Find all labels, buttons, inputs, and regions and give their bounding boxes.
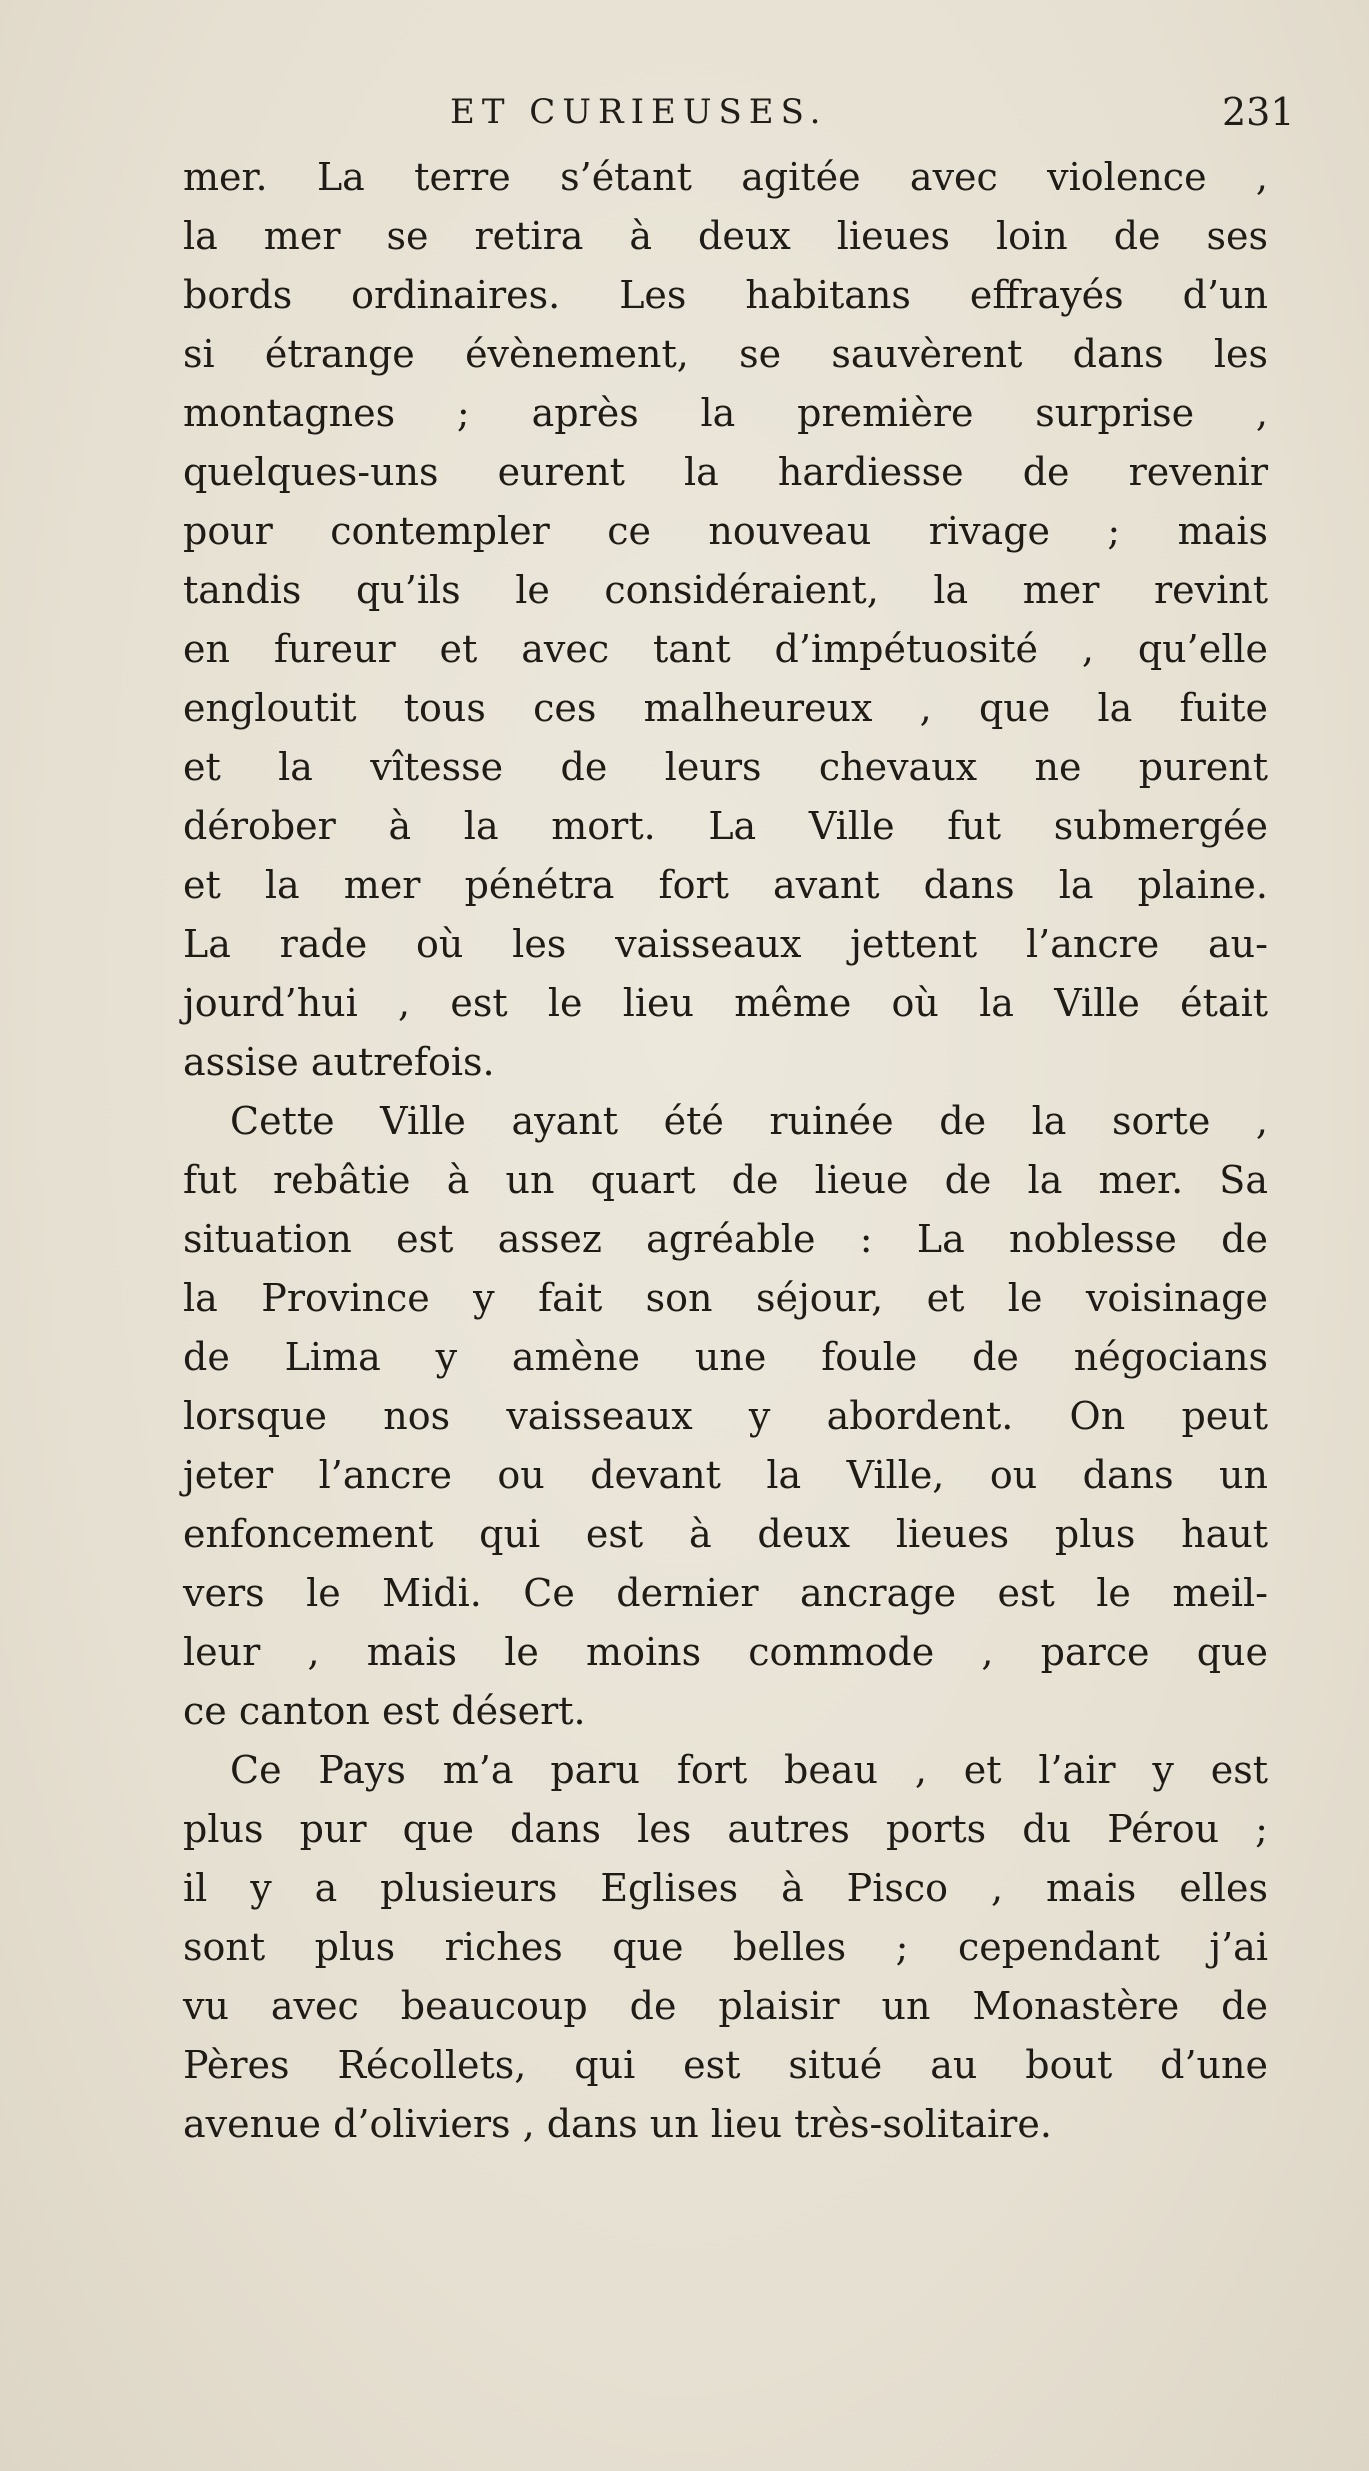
text-line: il y a plusieurs Eglises à Pisco , mais elles: [183, 1866, 1268, 1910]
text-line: assise autrefois.: [183, 1040, 495, 1084]
text-line: situation est assez agréable : La noblesse de: [183, 1217, 1268, 1261]
text-line: jeter l’ancre ou devant la Ville, ou dans un: [183, 1453, 1268, 1497]
text-line: et la vîtesse de leurs chevaux ne purent: [183, 745, 1268, 789]
text-line: de Lima y amène une foule de négocians: [183, 1335, 1268, 1379]
text-line: Pères Récollets, qui est situé au bout d’une: [183, 2043, 1268, 2087]
text-line: lorsque nos vaisseaux y abordent. On peut: [183, 1394, 1268, 1438]
text-line: vu avec beaucoup de plaisir un Monastère de: [183, 1984, 1268, 2028]
text-line: montagnes ; après la première surprise ,: [183, 391, 1268, 435]
text-line: engloutit tous ces malheureux , que la fuite: [183, 686, 1268, 730]
text-line: si étrange évènement, se sauvèrent dans les: [183, 332, 1268, 376]
text-line: bords ordinaires. Les habitans effrayés d’un: [183, 273, 1268, 317]
text-line: fut rebâtie à un quart de lieue de la mer. Sa: [183, 1158, 1268, 1202]
running-head: ET CURIEUSES.: [450, 92, 828, 132]
text-line: en fureur et avec tant d’impétuosité , qu’elle: [183, 627, 1268, 671]
text-line: dérober à la mort. La Ville fut submergée: [183, 804, 1268, 848]
page-number: 231: [1222, 90, 1295, 134]
text-line: sont plus riches que belles ; cependant j’ai: [183, 1925, 1268, 1969]
text-line: pour contempler ce nouveau rivage ; mais: [183, 509, 1268, 553]
text-line: mer. La terre s’étant agitée avec violence ,: [183, 155, 1268, 199]
text-line: avenue d’oliviers , dans un lieu très-solitaire.: [183, 2102, 1052, 2146]
paragraph-start-line: Ce Pays m’a paru fort beau , et l’air y est: [230, 1748, 1268, 1792]
page-header: [0, 92, 1369, 142]
text-line: La rade où les vaisseaux jettent l’ancre au-: [183, 922, 1268, 966]
paragraph-start-line: Cette Ville ayant été ruinée de la sorte ,: [230, 1099, 1268, 1143]
text-line: ce canton est désert.: [183, 1689, 586, 1733]
text-line: leur , mais le moins commode , parce que: [183, 1630, 1268, 1674]
text-line: la mer se retira à deux lieues loin de ses: [183, 214, 1268, 258]
text-line: quelques-uns eurent la hardiesse de revenir: [183, 450, 1268, 494]
text-line: et la mer pénétra fort avant dans la plaine.: [183, 863, 1268, 907]
text-line: plus pur que dans les autres ports du Pérou ;: [183, 1807, 1268, 1851]
text-line: tandis qu’ils le considéraient, la mer revint: [183, 568, 1268, 612]
body-text: [183, 148, 1268, 2154]
text-line: jourd’hui , est le lieu même où la Ville était: [183, 981, 1268, 1025]
text-line: enfoncement qui est à deux lieues plus haut: [183, 1512, 1268, 1556]
text-line: la Province y fait son séjour, et le voisinage: [183, 1276, 1268, 1320]
text-line: vers le Midi. Ce dernier ancrage est le meil-: [183, 1571, 1268, 1615]
